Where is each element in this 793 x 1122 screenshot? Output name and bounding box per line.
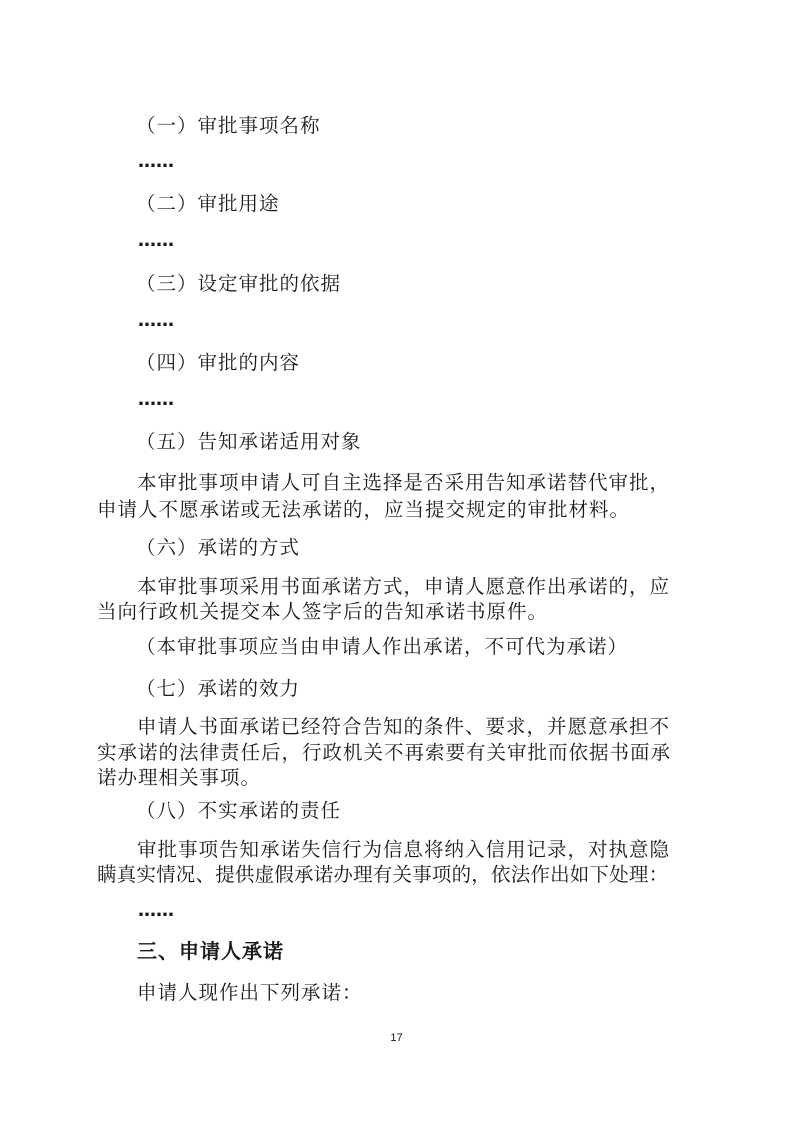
page-number: 17: [390, 1032, 403, 1044]
section-heading-applicant-commitment: 三、申请人承诺: [137, 939, 284, 963]
paragraph-line: 实承诺的法律责任后，行政机关不再索要有关审批而依据书面承: [97, 741, 672, 764]
paragraph-line: 当向行政机关提交本人签字后的告知承诺书原件。: [97, 600, 549, 623]
heading-applicable-objects: （五）告知承诺适用对象: [136, 430, 362, 453]
ellipsis: ……: [138, 389, 174, 410]
ellipsis: ……: [138, 151, 174, 172]
paragraph-line: 申请人不愿承诺或无法承诺的，应当提交规定的审批材料。: [97, 498, 631, 521]
ellipsis: ……: [138, 230, 174, 251]
ellipsis: ……: [138, 900, 174, 921]
ellipsis: ……: [138, 310, 174, 331]
paragraph-line: 诺办理相关事项。: [97, 766, 262, 789]
paragraph-line: 本审批事项采用书面承诺方式，申请人愿意作出承诺的，应: [137, 575, 671, 598]
paragraph-line: 瞒真实情况、提供虚假承诺办理有关事项的，依法作出如下处理：: [97, 863, 669, 886]
paragraph-line: 审批事项告知承诺失信行为信息将纳入信用记录，对执意隐: [137, 838, 671, 861]
heading-approval-item-name: （一）审批事项名称: [136, 114, 321, 137]
paragraph-line: 申请人现作出下列承诺：: [137, 981, 363, 1004]
paragraph-line: 申请人书面承诺已经符合告知的条件、要求，并愿意承担不: [137, 715, 671, 738]
heading-false-commitment-liability: （八）不实承诺的责任: [136, 799, 342, 822]
heading-approval-content: （四）审批的内容: [136, 351, 301, 374]
heading-approval-purpose: （二）审批用途: [136, 192, 280, 215]
heading-commitment-method: （六）承诺的方式: [136, 536, 301, 559]
paragraph-line: 本审批事项申请人可自主选择是否采用告知承诺替代审批，: [137, 471, 671, 494]
heading-commitment-effect: （七）承诺的效力: [136, 677, 301, 700]
heading-approval-basis: （三）设定审批的依据: [136, 272, 342, 295]
paragraph-note: （本审批事项应当由申请人作出承诺，不可代为承诺）: [136, 635, 629, 658]
